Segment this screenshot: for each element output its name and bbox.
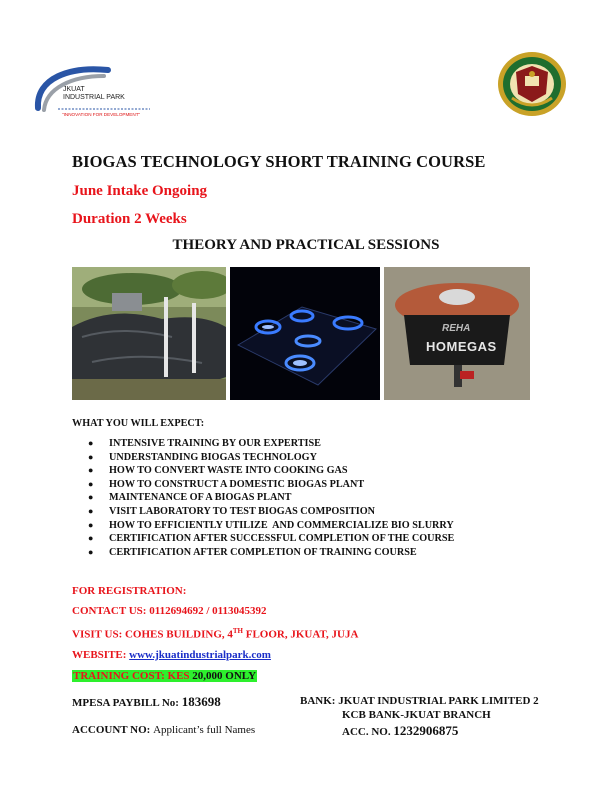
- account-label: ACCOUNT NO:: [72, 724, 154, 736]
- list-item-text: CERTIFICATION AFTER SUCCESSFUL COMPLETION OF THE COURSE: [109, 533, 455, 545]
- cost-label: TRAINING COST: KES: [73, 670, 193, 682]
- gas-burner-flames-photo: [230, 267, 380, 400]
- sessions-heading: THEORY AND PRACTICAL SESSIONS: [172, 237, 440, 253]
- website-link[interactable]: www.jkuatindustrialpark.com: [129, 649, 271, 661]
- expect-heading: WHAT YOU WILL EXPECT:: [72, 418, 205, 429]
- training-cost: [72, 670, 257, 682]
- biogas-bag-image: [72, 267, 226, 400]
- bank-name: BANK: JKUAT INDUSTRIAL PARK LIMITED 2: [300, 695, 539, 707]
- visit-prefix: VISIT US: COHES BUILDING, 4: [72, 628, 233, 641]
- biogas-digester-photo: [72, 267, 226, 400]
- jkuat-industrial-park-logo: [30, 60, 160, 130]
- bullet-icon: ●: [88, 438, 94, 448]
- bullet-icon: ●: [88, 505, 94, 516]
- logo-line2: INDUSTRIAL PARK: [63, 94, 125, 101]
- list-item: [88, 546, 454, 560]
- list-item-text: HOW TO EFFICIENTLY UTILIZE AND COMMERCIALIZE BIO SLURRY: [109, 519, 454, 531]
- bullet-icon: ●: [88, 478, 94, 489]
- list-item-text: MAINTENANCE OF A BIOGAS PLANT: [109, 492, 292, 504]
- list-item: [88, 464, 454, 478]
- list-item: [88, 491, 454, 505]
- mpesa-label: MPESA PAYBILL No:: [72, 697, 182, 709]
- visit-sup: TH: [232, 627, 243, 635]
- stove-brand-homegas: HOMEGAS: [426, 339, 497, 354]
- mpesa-number: 183698: [181, 694, 221, 709]
- list-item-text: INTENSIVE TRAINING BY OUR EXPERTISE: [109, 438, 321, 449]
- bullet-icon: ●: [88, 519, 94, 530]
- list-item-text: VISIT LABORATORY TO TEST BIOGAS COMPOSITION: [109, 505, 376, 517]
- list-item: [88, 478, 454, 492]
- list-item: [88, 505, 454, 519]
- account-number: [342, 723, 458, 739]
- homegas-stove-photo: [384, 267, 530, 400]
- account-name: [72, 724, 255, 736]
- university-seal: [496, 50, 568, 118]
- course-duration: Duration 2 Weeks: [72, 211, 187, 227]
- account-value: Applicant’s full Names: [153, 724, 256, 736]
- registration-heading: FOR REGISTRATION:: [72, 585, 187, 597]
- bullet-icon: ●: [88, 533, 94, 544]
- bullet-icon: ●: [88, 451, 94, 462]
- logo-tagline: "INNOVATION FOR DEVELOPMENT": [62, 112, 141, 117]
- visit-address: [72, 627, 358, 641]
- mpesa-paybill: [72, 694, 221, 710]
- expect-list: [88, 437, 454, 559]
- list-item: [88, 451, 454, 465]
- stove-brand-reha: REHA: [442, 323, 471, 334]
- list-item-text: UNDERSTANDING BIOGAS TECHNOLOGY: [109, 451, 317, 463]
- bullet-icon: ●: [88, 492, 94, 503]
- website-line: [72, 649, 271, 661]
- list-item: [88, 519, 454, 533]
- visit-suffix: FLOOR, JKUAT, JUJA: [243, 628, 359, 641]
- seal-emblem-icon: [496, 50, 568, 118]
- bullet-icon: ●: [88, 465, 94, 476]
- blue-flames-image: [230, 267, 380, 400]
- bank-branch: KCB BANK-JKUAT BRANCH: [342, 709, 491, 721]
- logo-line1: JKUAT: [63, 86, 85, 93]
- course-title: BIOGAS TECHNOLOGY SHORT TRAINING COURSE: [72, 152, 486, 171]
- list-item-text: HOW TO CONSTRUCT A DOMESTIC BIOGAS PLANT: [109, 478, 365, 490]
- acc-no-value: 1232906875: [393, 723, 459, 738]
- website-label: WEBSITE:: [72, 649, 130, 661]
- cost-amount: 20,000 ONLY: [192, 670, 257, 682]
- intake-status: June Intake Ongoing: [72, 183, 208, 199]
- list-item-text: HOW TO CONVERT WASTE INTO COOKING GAS: [109, 465, 348, 477]
- list-item-text: CERTIFICATION AFTER COMPLETION OF TRAINING COURSE: [109, 546, 417, 558]
- list-item: [88, 437, 454, 451]
- contact-numbers: CONTACT US: 0112694692 / 0113045392: [72, 605, 267, 617]
- list-item: [88, 532, 454, 546]
- acc-no-label: ACC. NO.: [342, 726, 394, 738]
- bullet-icon: ●: [88, 546, 94, 557]
